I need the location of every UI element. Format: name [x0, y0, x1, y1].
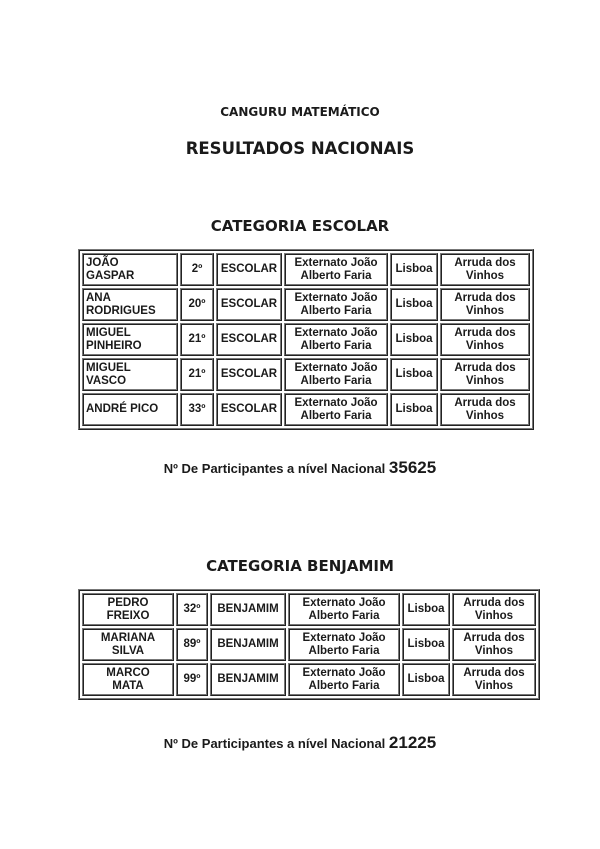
student-name: ANDRÉ PICO [82, 393, 178, 426]
city-cell: Lisboa [390, 393, 438, 426]
participants-count: 21225 [388, 733, 437, 752]
school-cell: Externato João Alberto Faria [288, 628, 400, 661]
city-cell: Lisboa [390, 253, 438, 286]
student-name: ANA RODRIGUES [82, 288, 178, 321]
school-cell: Externato João Alberto Faria [284, 358, 388, 391]
benjamim-participants [0, 733, 600, 753]
rank-cell: 21º [180, 323, 214, 356]
table-row [82, 253, 530, 286]
category-cell: ESCOLAR [216, 323, 282, 356]
place-cell: Arruda dos Vinhos [452, 593, 536, 626]
student-name: MARIANA SILVA [82, 628, 174, 661]
document-subtitle: RESULTADOS NACIONAIS [185, 139, 415, 158]
school-cell: Externato João Alberto Faria [284, 323, 388, 356]
escolar-participants [0, 458, 600, 478]
participants-label: Nº De Participantes a nível Nacional [163, 461, 386, 476]
student-name: JOÃO GASPAR [82, 253, 178, 286]
category-cell: ESCOLAR [216, 358, 282, 391]
school-cell: Externato João Alberto Faria [284, 253, 388, 286]
school-cell: Externato João Alberto Faria [284, 288, 388, 321]
student-name: PEDRO FREIXO [82, 593, 174, 626]
participants-count: 35625 [388, 458, 437, 477]
table-row [82, 628, 536, 661]
city-cell: Lisboa [402, 663, 450, 696]
category-cell: BENJAMIM [210, 628, 286, 661]
category-cell: BENJAMIM [210, 593, 286, 626]
student-name: MIGUEL VASCO [82, 358, 178, 391]
table-row [82, 358, 530, 391]
participants-label: Nº De Participantes a nível Nacional [163, 736, 386, 751]
place-cell: Arruda dos Vinhos [440, 393, 530, 426]
student-name: MARCO MATA [82, 663, 174, 696]
rank-cell: 89º [176, 628, 208, 661]
rank-cell: 32º [176, 593, 208, 626]
place-cell: Arruda dos Vinhos [452, 628, 536, 661]
rank-cell: 20º [180, 288, 214, 321]
city-cell: Lisboa [402, 628, 450, 661]
city-cell: Lisboa [390, 323, 438, 356]
place-cell: Arruda dos Vinhos [440, 253, 530, 286]
category-cell: ESCOLAR [216, 393, 282, 426]
table-row [82, 593, 536, 626]
rank-cell: 99º [176, 663, 208, 696]
place-cell: Arruda dos Vinhos [452, 663, 536, 696]
benjamim-results-table [78, 589, 540, 700]
category-cell: BENJAMIM [210, 663, 286, 696]
school-cell: Externato João Alberto Faria [288, 593, 400, 626]
place-cell: Arruda dos Vinhos [440, 288, 530, 321]
table-row [82, 323, 530, 356]
table-row [82, 288, 530, 321]
city-cell: Lisboa [390, 288, 438, 321]
escolar-results-table [78, 249, 534, 430]
table-row [82, 393, 530, 426]
rank-cell: 33º [180, 393, 214, 426]
school-cell: Externato João Alberto Faria [288, 663, 400, 696]
category-cell: ESCOLAR [216, 288, 282, 321]
category-cell: ESCOLAR [216, 253, 282, 286]
benjamim-heading: CATEGORIA BENJAMIM [206, 557, 394, 575]
document-title: CANGURU MATEMÁTICO [220, 105, 380, 119]
escolar-heading: CATEGORIA ESCOLAR [210, 217, 390, 235]
place-cell: Arruda dos Vinhos [440, 323, 530, 356]
school-cell: Externato João Alberto Faria [284, 393, 388, 426]
city-cell: Lisboa [402, 593, 450, 626]
rank-cell: 2º [180, 253, 214, 286]
city-cell: Lisboa [390, 358, 438, 391]
place-cell: Arruda dos Vinhos [440, 358, 530, 391]
rank-cell: 21º [180, 358, 214, 391]
student-name: MIGUEL PINHEIRO [82, 323, 178, 356]
table-row [82, 663, 536, 696]
